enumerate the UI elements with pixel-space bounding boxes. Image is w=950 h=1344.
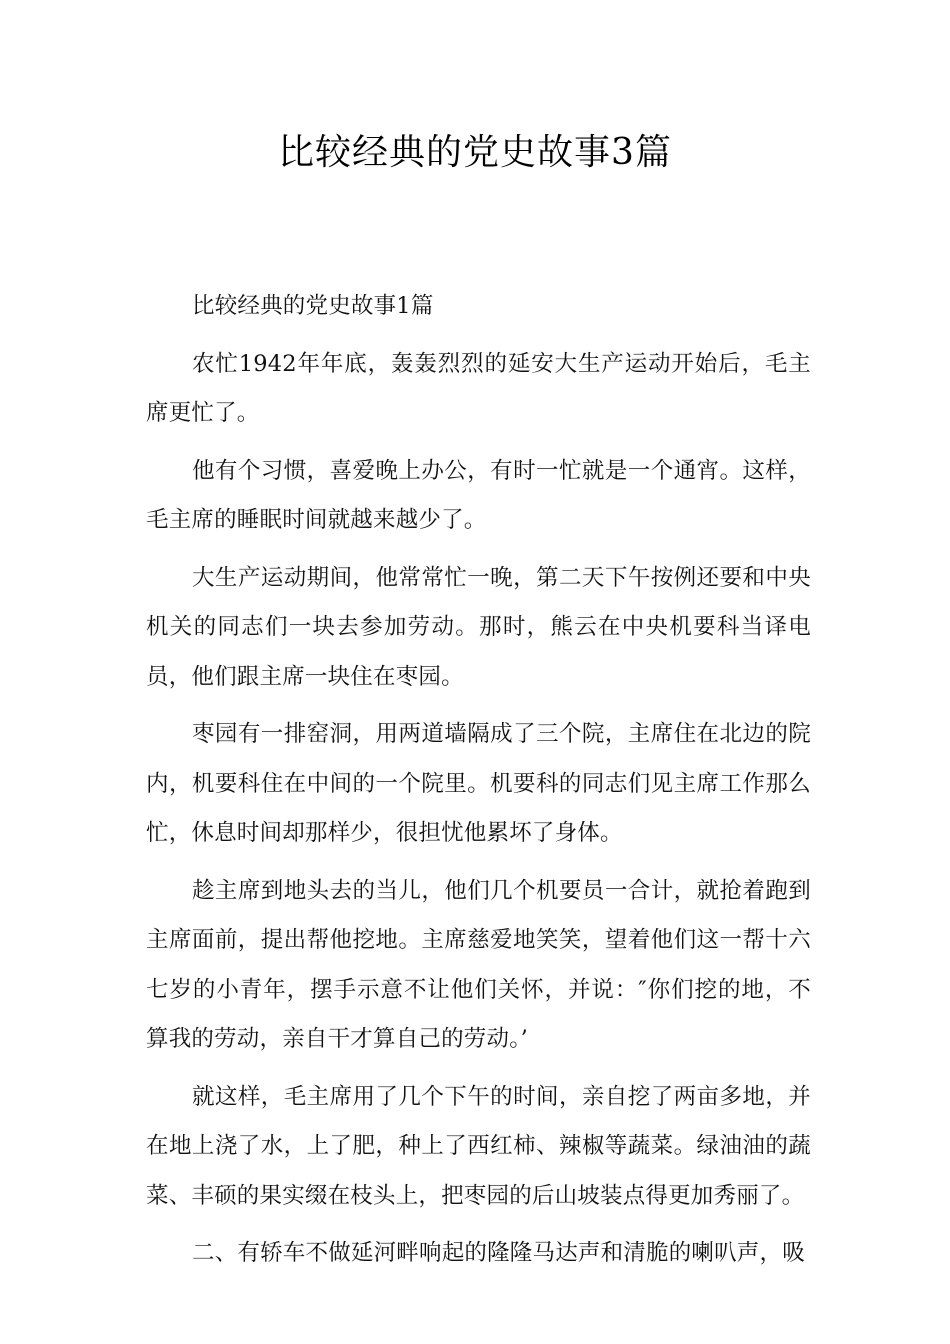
paragraph: 就这样，毛主席用了几个下午的时间，亲自挖了两亩多地，并在地上浇了水，上了肥，种上了西红柿、辣椒等蔬菜。绿油油的蔬菜、丰硕的果实缀在枝头上，把枣园的后山坡装点得更加秀丽了。 xyxy=(146,1083,811,1209)
paragraph: 大生产运动期间，他常常忙一晚，第二天下午按例还要和中央机关的同志们一块去参加劳动。那时，熊云在中央机要科当译电员，他们跟主席一块住在枣园。 xyxy=(146,564,811,690)
paragraph-subtitle: 比较经典的党史故事1篇 xyxy=(192,293,434,319)
paragraph: 农忙1942年年底，轰轰烈烈的延安大生产运动开始后，毛主席更忙了。 xyxy=(146,350,811,426)
paragraph: 趁主席到地头去的当儿，他们几个机要员一合计，就抢着跑到主席面前，提出帮他挖地。主席慈爱地笑笑，望着他们这一帮十六七岁的小青年，摆手示意不让他们关怀，并说：″你们挖的地，不算我的劳动，亲自干才算自己的劳动。’ xyxy=(146,877,811,1052)
paragraph: 他有个习惯，喜爱晚上办公，有时一忙就是一个通宵。这样，毛主席的睡眠时间就越来越少了。 xyxy=(146,457,811,533)
document-title: 比较经典的党史故事3篇 xyxy=(278,132,672,173)
document-body xyxy=(146,282,811,1287)
paragraph: 二、有轿车不做延河畔响起的隆隆马达声和清脆的喇叭声，吸 xyxy=(192,1240,805,1266)
paragraph: 枣园有一排窑洞，用两道墙隔成了三个院，主席住在北边的院内，机要科住在中间的一个院里。机要科的同志们见主席工作那么忙，休息时间却那样少，很担忧他累坏了身体。 xyxy=(146,721,811,846)
